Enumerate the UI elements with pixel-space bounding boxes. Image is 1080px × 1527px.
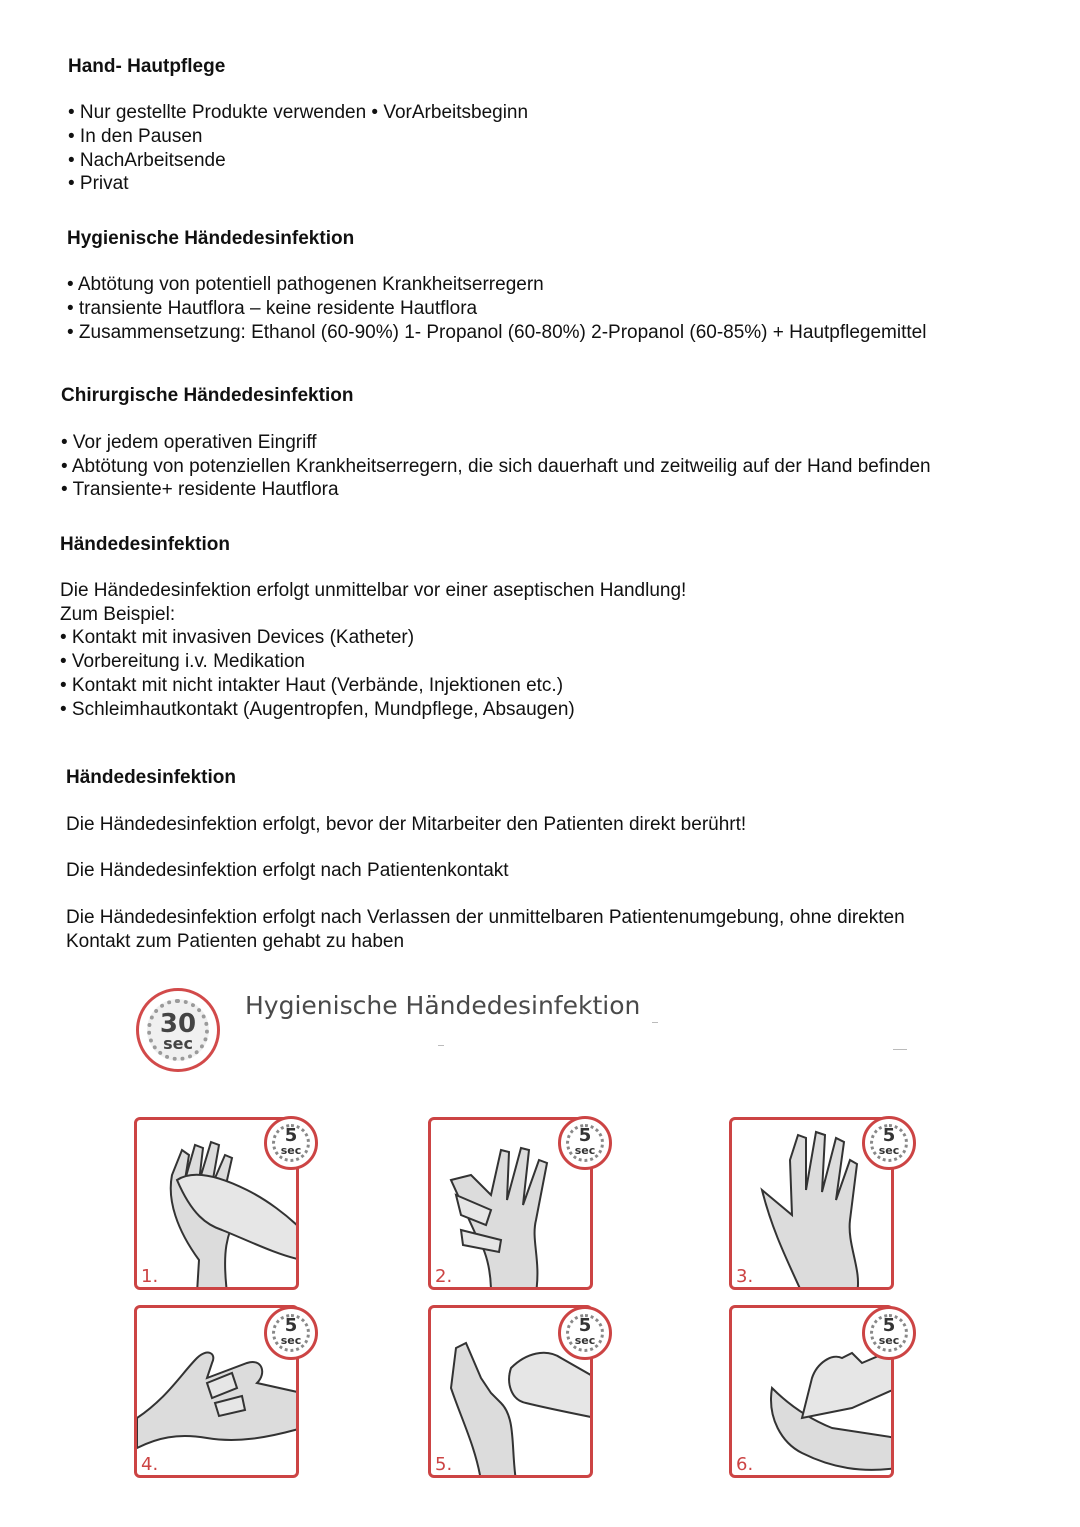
step-time: 5 (882, 1125, 896, 1146)
step-time-unit: sec (280, 1144, 302, 1157)
step-time: 5 (578, 1315, 592, 1336)
timer-5-sec-icon (264, 1306, 318, 1360)
list-item: • Vor jedem operativen Eingriff (61, 432, 317, 453)
heading-chirurgisch: Chirurgische Händedesinfektion (61, 385, 354, 406)
step-number: 2. (435, 1266, 453, 1287)
timer-5-sec-icon (862, 1116, 916, 1170)
step-time: 5 (284, 1125, 298, 1146)
list-item: • Abtötung von potentiell pathogenen Krankheitserregern (67, 274, 544, 295)
scan-mark (438, 1045, 444, 1046)
list-item: • NachArbeitsende (68, 150, 226, 171)
step-number: 6. (736, 1454, 754, 1475)
list-item: • Abtötung von potenziellen Krankheitserregern, die sich dauerhaft und zeitweilig auf der Hand befinden (61, 456, 931, 477)
list-item: • Schleimhautkontakt (Augentropfen, Mundpflege, Absaugen) (60, 699, 575, 720)
paragraph: Die Händedesinfektion erfolgt, bevor der Mitarbeiter den Patienten direkt berührt! (66, 814, 747, 835)
total-time-value: 30 (159, 1009, 197, 1039)
scan-mark (893, 1049, 907, 1050)
step-time-unit: sec (280, 1334, 302, 1347)
timer-30-sec-icon (136, 988, 220, 1072)
list-item: • Privat (68, 173, 129, 194)
list-item: • Nur gestellte Produkte verwenden • VorArbeitsbeginn (68, 102, 529, 123)
paragraph: Die Händedesinfektion erfolgt nach Verlassen der unmittelbaren Patientenumgebung, ohne direkten Kontakt zum Patienten gehabt zu haben (66, 907, 905, 952)
timer-5-sec-icon (264, 1116, 318, 1170)
scan-mark (652, 1022, 658, 1023)
step-number: 4. (141, 1454, 159, 1475)
figure-title: Hygienische Händedesinfektion (245, 991, 641, 1020)
list-item: • Zusammensetzung: Ethanol (60-90%) 1- Propanol (60-80%) 2-Propanol (60-85%) + Hautpflegemittel (67, 322, 927, 343)
step-number: 3. (736, 1266, 754, 1287)
list-item: • Transiente+ residente Hautflora (61, 479, 339, 500)
step-time-unit: sec (878, 1334, 900, 1347)
list-item: • Vorbereitung i.v. Medikation (60, 651, 305, 672)
timer-5-sec-icon (558, 1116, 612, 1170)
step-time-unit: sec (878, 1144, 900, 1157)
timer-5-sec-icon (862, 1306, 916, 1360)
heading-hygienisch: Hygienische Händedesinfektion (67, 228, 355, 249)
list-item: • In den Pausen (68, 126, 203, 147)
list-item: • transiente Hautflora – keine residente Hautflora (67, 298, 478, 319)
paragraph: Die Händedesinfektion erfolgt nach Patientenkontakt (66, 860, 509, 881)
heading-hautpflege: Hand- Hautpflege (68, 56, 226, 77)
step-number: 5. (435, 1454, 453, 1475)
step-number: 1. (141, 1266, 159, 1287)
list-item: • Kontakt mit nicht intakter Haut (Verbände, Injektionen etc.) (60, 675, 564, 696)
total-time-unit: sec (163, 1034, 193, 1053)
step-time: 5 (882, 1315, 896, 1336)
step-time: 5 (284, 1315, 298, 1336)
timer-5-sec-icon (558, 1306, 612, 1360)
heading-haendedesinfektion-1: Händedesinfektion (60, 534, 230, 555)
step-time-unit: sec (574, 1334, 596, 1347)
heading-haendedesinfektion-2: Händedesinfektion (66, 767, 236, 788)
step-time: 5 (578, 1125, 592, 1146)
list-item: • Kontakt mit invasiven Devices (Katheter) (60, 627, 415, 648)
example-label: Zum Beispiel: (60, 604, 176, 625)
step-time-unit: sec (574, 1144, 596, 1157)
intro-text: Die Händedesinfektion erfolgt unmittelbar vor einer aseptischen Handlung! (60, 580, 687, 601)
